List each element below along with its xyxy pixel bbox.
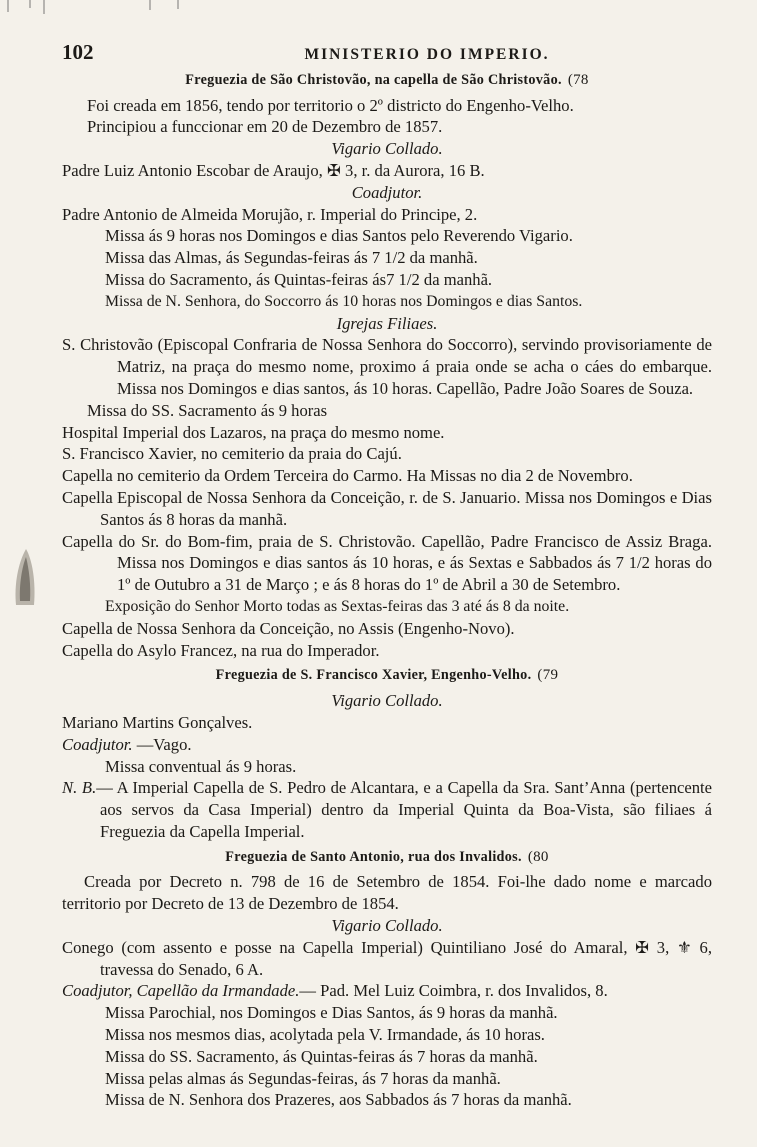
coadjutor-entry (62, 734, 712, 756)
heading-number: (80 (527, 848, 549, 865)
church-entry: Hospital Imperial dos Lazaros, na praça do mesmo nome. (62, 422, 445, 442)
coadjutor-value: — Pad. Mel Luiz Coimbra, r. dos Invalidos, 8. (299, 981, 608, 1001)
intro-line: Principiou a funccionar em 20 de Dezembro de 1857. (87, 117, 443, 137)
coadjutor-label: Coadjutor. (62, 734, 133, 754)
church-entry: Capella do Sr. do Bom-fim, praia de S. Christovão. Capellão, Padre Francisco de Assiz Braga. Missa nos Domingos e dias santos ás 10 horas, e ás Sextas e Sabbados ás 7 1/2 horas do 1º de Outubro a 31 de Março ; e ás 8 horas do 1º de Abril a 30 de Setembro. (62, 531, 712, 595)
list-item: Missa das Almas, ás Segundas-feiras ás 7 1/2 da manhã. (105, 248, 478, 268)
church-entry: Capella do Asylo Francez, na rua do Imperador. (62, 640, 380, 660)
heading-text: Freguezia de S. Francisco Xavier, Engenho-Velho. (215, 667, 532, 684)
list-item: Missa ás 9 horas nos Domingos e dias Santos pelo Reverendo Vigario. (105, 226, 573, 246)
mass-schedule (62, 225, 712, 312)
church-entry: S. Christovão (Episcopal Confraria de Nossa Senhora do Soccorro), servindo provisoriamente de Matriz, na praça do mesmo nome, proximo á praia onde se acha o cáes do embarque. Missa nos Domingos e dias santos, ás 10 horas. Capellão, Padre João Soares de Souza. (62, 335, 712, 398)
page-edge-marks (0, 0, 200, 20)
list-item: Missa do Sacramento, ás Quintas-feiras ás7 1/2 da manhã. (105, 269, 493, 289)
coadjutor-entry: Padre Antonio de Almeida Morujão, r. Imperial do Principe, 2. (62, 204, 478, 224)
coadjutor-value: —Vago. (132, 734, 192, 754)
exposition-entry: Exposição do Senhor Morto todas as Sextas-feiras das 3 até ás 8 da noite. (105, 597, 570, 615)
list-item: Missa do SS. Sacramento, ás Quintas-feiras ás 7 horas da manhã. (105, 1046, 538, 1066)
church-entry: Capella Episcopal de Nossa Senhora da Conceição, r. de S. Januario. Missa nos Domingos e Dias Santos ás 8 horas da manhã. (62, 487, 712, 529)
nb-label: N. B. (62, 778, 97, 798)
mass-entry: Missa conventual ás 9 horas. (105, 756, 297, 776)
nb-text: — A Imperial Capella de S. Pedro de Alcantara, e a Capella da Sra. Sant’Anna (pertencente aos servos da Casa Imperial) dentro da Imperial Quinta da Boa-Vista, são filiaes á Freguezia da Capella Imperial. (96, 778, 712, 841)
church-entry: S. Francisco Xavier, no cemiterio da praia do Cajú. (62, 444, 402, 464)
intro-paragraph: Creada por Decreto n. 798 de 16 de Setembro de 1854. Foi-lhe dado nome e marcado territorio por Decreto de 13 de Dezembro de 1854. (62, 872, 712, 914)
coadjutor-label: Coadjutor, Capellão da Irmandade. (62, 981, 300, 1001)
heading-text: Freguezia de Santo Antonio, rua dos Invalidos. (225, 848, 522, 865)
list-item: Missa Parochial, nos Domingos e Dias Santos, ás 9 horas da manhã. (105, 1003, 558, 1023)
section-heading-sao-francisco-xavier (62, 665, 712, 687)
igrejas-title: Igrejas Filiaes. (336, 313, 438, 333)
heading-number: (78 (567, 71, 589, 88)
vigario-entry: Padre Luiz Antonio Escobar de Araujo, ✠ 3, r. da Aurora, 16 B. (62, 160, 485, 180)
church-mass: Missa do SS. Sacramento ás 9 horas (87, 400, 328, 420)
mass-schedule (62, 1002, 712, 1111)
document-page (62, 42, 712, 1111)
list-item: Missa de N. Senhora dos Prazeres, aos Sabbados ás 7 horas da manhã. (105, 1090, 572, 1110)
vigario-entry: Conego (com assento e posse na Capella Imperial) Quintiliano José do Amaral, ✠ 3, ⚜ 6, travessa do Senado, 6 A. (62, 937, 712, 979)
section-heading-santo-antonio (62, 847, 712, 869)
section-heading-sao-christovao (62, 70, 712, 92)
coadjutor-entry (62, 980, 712, 1002)
coadjutor-title: Coadjutor. (351, 182, 423, 202)
running-header (62, 42, 712, 66)
running-title: MINISTERIO DO IMPERIO. (304, 46, 550, 63)
vigario-entry: Mariano Martins Gonçalves. (62, 712, 253, 732)
margin-smudge-image (10, 545, 38, 607)
heading-text: Freguezia de São Christovão, na capella de São Christovão. (185, 71, 562, 88)
list-item: Missa pelas almas ás Segundas-feiras, ás 7 horas da manhã. (105, 1068, 501, 1088)
list-item: Missa nos mesmos dias, acolytada pela V. Irmandade, ás 10 horas. (105, 1025, 545, 1045)
church-entry: Capella no cemiterio da Ordem Terceira do Carmo. Ha Missas no dia 2 de Novembro. (62, 466, 633, 486)
church-entry: Capella de Nossa Senhora da Conceição, no Assis (Engenho-Novo). (62, 618, 515, 638)
list-item: Missa de N. Senhora, do Soccorro ás 10 horas nos Domingos e dias Santos. (105, 292, 583, 310)
vigario-title: Vigario Collado. (331, 691, 443, 711)
nota-bene (62, 777, 712, 842)
intro-line: Foi creada em 1856, tendo por territorio o 2º districto do Engenho-Velho. (87, 95, 574, 115)
heading-number: (79 (537, 667, 559, 684)
vigario-title: Vigario Collado. (331, 916, 443, 936)
vigario-title: Vigario Collado. (331, 139, 443, 159)
page-number: 102 (62, 40, 94, 64)
